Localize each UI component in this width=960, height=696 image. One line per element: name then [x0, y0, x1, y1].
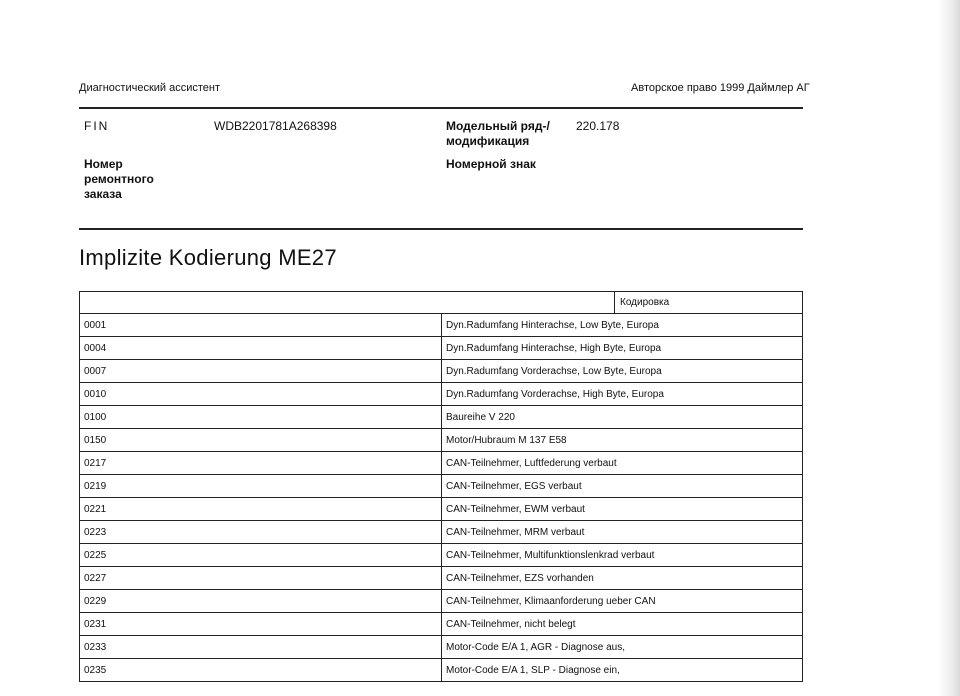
table-row — [80, 314, 803, 337]
row-code: 0219 — [80, 475, 442, 498]
row-description: Motor/Hubraum M 137 E58 — [442, 429, 803, 452]
table-row — [80, 613, 803, 636]
fin-value: WDB2201781A268398 — [214, 119, 337, 133]
table-row — [80, 452, 803, 475]
row-code: 0231 — [80, 613, 442, 636]
table-row — [80, 636, 803, 659]
table-row — [80, 659, 803, 682]
table-row — [80, 337, 803, 360]
table-row — [80, 567, 803, 590]
table-row — [80, 429, 803, 452]
table-row — [80, 360, 803, 383]
row-code: 0233 — [80, 636, 442, 659]
row-code: 0007 — [80, 360, 442, 383]
row-code: 0150 — [80, 429, 442, 452]
row-description: Motor-Code E/A 1, SLP - Diagnose ein, — [442, 659, 803, 682]
row-description: Baureihe V 220 — [442, 406, 803, 429]
row-code: 0223 — [80, 521, 442, 544]
table-row — [80, 498, 803, 521]
row-description: CAN-Teilnehmer, nicht belegt — [442, 613, 803, 636]
row-code: 0235 — [80, 659, 442, 682]
model-value: 220.178 — [576, 119, 620, 133]
header-right: Авторское право 1999 Даймлер АГ — [631, 82, 810, 94]
header-left: Диагностический ассистент — [79, 82, 221, 94]
row-code: 0225 — [80, 544, 442, 567]
row-description: Motor-Code E/A 1, AGR - Diagnose aus, — [442, 636, 803, 659]
row-description: Dyn.Radumfang Vorderachse, High Byte, Europa — [442, 383, 803, 406]
row-description: Dyn.Radumfang Vorderachse, Low Byte, Europa — [442, 360, 803, 383]
table-row — [80, 521, 803, 544]
table-row — [80, 544, 803, 567]
document-title: Implizite Kodierung ME27 — [79, 245, 337, 270]
row-code: 0227 — [80, 567, 442, 590]
row-description: CAN-Teilnehmer, Klimaanforderung ueber CAN — [442, 590, 803, 613]
row-description: Dyn.Radumfang Hinterachse, High Byte, Europa — [442, 337, 803, 360]
row-code: 0221 — [80, 498, 442, 521]
row-code: 0100 — [80, 406, 442, 429]
order-number-label: Номер ремонтного заказа — [84, 157, 154, 201]
fin-label: FIN — [84, 119, 110, 133]
row-code: 0217 — [80, 452, 442, 475]
row-description: CAN-Teilnehmer, EGS verbaut — [442, 475, 803, 498]
plate-number-label: Номерной знак — [446, 157, 536, 171]
row-description: CAN-Teilnehmer, Multifunktionslenkrad verbaut — [442, 544, 803, 567]
table-row — [80, 383, 803, 406]
table-header-coding: Кодировка — [614, 292, 802, 313]
row-description: CAN-Teilnehmer, EWM verbaut — [442, 498, 803, 521]
row-description: CAN-Teilnehmer, EZS vorhanden — [442, 567, 803, 590]
row-code: 0001 — [80, 314, 442, 337]
table-row — [80, 406, 803, 429]
table-header-row — [80, 292, 803, 314]
row-code: 0004 — [80, 337, 442, 360]
row-code: 0010 — [80, 383, 442, 406]
table-row — [80, 475, 803, 498]
row-description: Dyn.Radumfang Hinterachse, Low Byte, Europa — [442, 314, 803, 337]
row-description: CAN-Teilnehmer, Luftfederung verbaut — [442, 452, 803, 475]
top-divider — [79, 107, 803, 109]
coding-table — [79, 291, 803, 682]
model-label: Модельный ряд-/модификация — [446, 119, 550, 148]
info-divider — [79, 228, 803, 230]
table-row — [80, 590, 803, 613]
row-code: 0229 — [80, 590, 442, 613]
row-description: CAN-Teilnehmer, MRM verbaut — [442, 521, 803, 544]
